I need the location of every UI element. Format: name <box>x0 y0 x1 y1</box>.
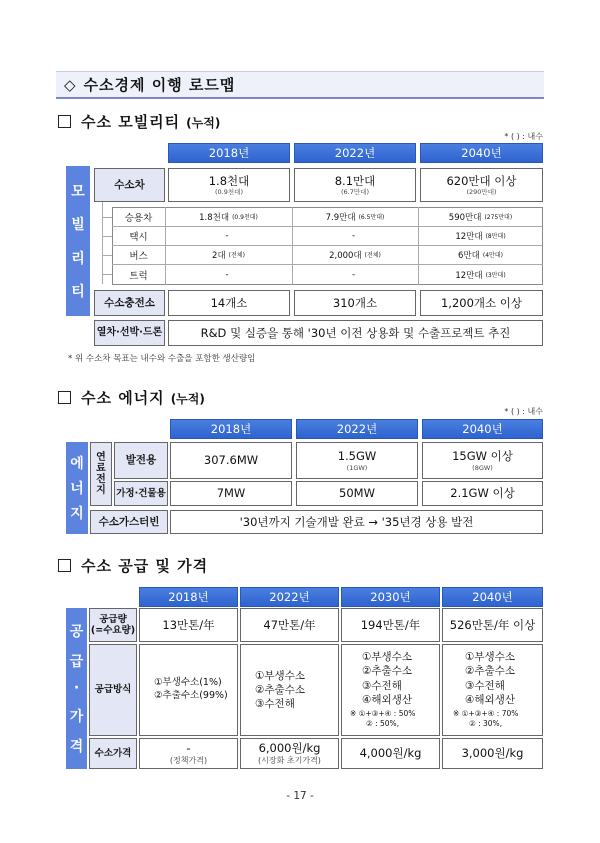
home-2022: 50MW <box>296 481 418 506</box>
supply-heading: 수소 공급 및 가격 <box>58 555 208 576</box>
method-2030: ①부생수소 ②추출수소 ③수전해 ④해외생산 ※ ①+③+④ : 50% ② : 50%, <box>341 644 440 736</box>
fuel-cell-label: 연 료 전 지 <box>90 442 112 506</box>
rail-ship-drone-plan: R&D 및 실증을 통해 '30년 이전 상용화 및 수출프로젝트 추진 <box>168 320 543 346</box>
checkbox-square-icon <box>58 559 71 572</box>
method-2040: ①부생수소 ②추출수소 ③수전해 ④해외생산 ※ ①+③+④ : 70% ② : 30%, <box>442 644 543 736</box>
rail-ship-drone-label: 열차·선박·드론 <box>94 320 165 346</box>
price-2030: 4,000원/kg <box>341 738 440 769</box>
mobility-unit-note: * ( ) : 내수 <box>504 132 543 141</box>
checkbox-square-icon <box>58 391 71 404</box>
mobility-footnote: * 위 수소차 목표는 내수와 수출을 포함한 생산량임 <box>68 354 256 364</box>
subrow-label-truck: 트럭 <box>129 270 148 282</box>
supply-year-2018: 2018년 <box>139 587 238 607</box>
mobility-year-2022: 2022년 <box>294 143 416 163</box>
car-2022: 8.1만대 (6.7만대) <box>294 168 416 202</box>
diamond-icon: ◇ <box>64 75 76 94</box>
car-label: 수소차 <box>94 168 165 202</box>
method-2022: ①부생수소 ②추출수소 ③수전해 <box>240 644 339 736</box>
tick-line <box>102 255 112 256</box>
taxi-2022: - <box>351 230 356 241</box>
home-2018: 7MW <box>170 481 292 506</box>
mobility-year-2040: 2040년 <box>420 143 543 163</box>
bus-2040: 6만대 (4만대) <box>458 250 503 261</box>
checkbox-square-icon <box>58 115 71 128</box>
energy-heading: 수소 에너지 (누적) <box>58 387 205 408</box>
page-title: 수소경제 이행 로드맵 <box>83 76 236 94</box>
home-2040: 2.1GW 이상 <box>422 481 543 506</box>
truck-2018: - <box>225 269 229 280</box>
station-2018: 14개소 <box>168 290 290 316</box>
taxi-2018: - <box>225 230 229 241</box>
bus-2018: 2대 (전체) <box>212 250 245 261</box>
supply-year-2022: 2022년 <box>240 587 339 607</box>
supply-year-2030: 2030년 <box>341 587 440 607</box>
truck-2022: - <box>351 269 356 280</box>
gas-turbine-label: 수소가스터빈 <box>90 510 168 534</box>
mobility-heading: 수소 모빌리티 (누적) <box>58 111 220 132</box>
amount-2040: 526만톤/年 이상 <box>442 608 543 642</box>
tick-line <box>102 217 112 218</box>
supply-method-label: 공급방식 <box>89 644 137 736</box>
energy-year-2022: 2022년 <box>296 419 418 439</box>
energy-year-2040: 2040년 <box>422 419 543 439</box>
power-2040: 15GW 이상 (8GW) <box>422 442 543 479</box>
amount-2018: 13만톤/年 <box>139 608 238 642</box>
subrow-label-taxi: 택시 <box>129 231 148 243</box>
amount-2030: 194만톤/年 <box>341 608 440 642</box>
price-2040: 3,000원/kg <box>442 738 543 769</box>
price-2018: - (정책가격) <box>139 738 238 769</box>
energy-year-2018: 2018년 <box>170 419 292 439</box>
energy-unit-note: * ( ) : 내수 <box>504 407 543 416</box>
power-2018: 307.6MW <box>170 442 292 479</box>
sedan-2040: 590만대 (275만대) <box>448 212 513 223</box>
sedan-2018: 1.8천대 (0.9천대) <box>199 212 258 223</box>
power-2022: 1.5GW (1GW) <box>296 442 418 479</box>
home-building-label: 가정·건물용 <box>114 481 168 506</box>
tick-line <box>102 274 112 275</box>
subrow-bracket-line <box>102 202 103 284</box>
car-2018: 1.8천대 (0.9천대) <box>168 168 290 202</box>
station-label: 수소충전소 <box>94 290 165 316</box>
price-2022: 6,000원/kg (시장화 초기가격) <box>240 738 339 769</box>
mobility-side-label: 모 빌 리 티 <box>66 166 90 316</box>
subrow-label-bus: 버스 <box>129 250 148 262</box>
roadmap-title-bar <box>56 71 544 99</box>
sedan-2022: 7.9만대 (6.5만대) <box>325 212 385 223</box>
car-2040: 620만대 이상 (290만대) <box>420 168 543 202</box>
supply-year-2040: 2040년 <box>442 587 543 607</box>
subrow-label-sedan: 승용차 <box>124 212 153 224</box>
energy-side-label: 에 너 지 <box>66 442 88 534</box>
tick-line <box>102 236 112 237</box>
amount-2022: 47만톤/年 <box>240 608 339 642</box>
truck-2040: 12만대 (3만대) <box>455 270 506 281</box>
supply-amount-label: 공급량 (=수요량) <box>89 608 137 642</box>
station-2022: 310개소 <box>294 290 416 316</box>
power-gen-label: 발전용 <box>114 442 168 479</box>
bus-2022: 2,000대 (전체) <box>329 250 381 261</box>
taxi-2040: 12만대 (8만대) <box>455 231 506 242</box>
price-label: 수소가격 <box>89 738 137 769</box>
supply-side-label: 공 급 · 가 격 <box>66 608 87 769</box>
station-2040: 1,200개소 이상 <box>420 290 543 316</box>
mobility-year-2018: 2018년 <box>168 143 290 163</box>
page-number: - 17 - <box>286 790 314 802</box>
gas-turbine-plan: '30년까지 기술개발 완료 → '35년경 상용 발전 <box>170 510 543 534</box>
method-2018: ①부생수소(1%) ②추출수소(99%) <box>139 644 238 736</box>
